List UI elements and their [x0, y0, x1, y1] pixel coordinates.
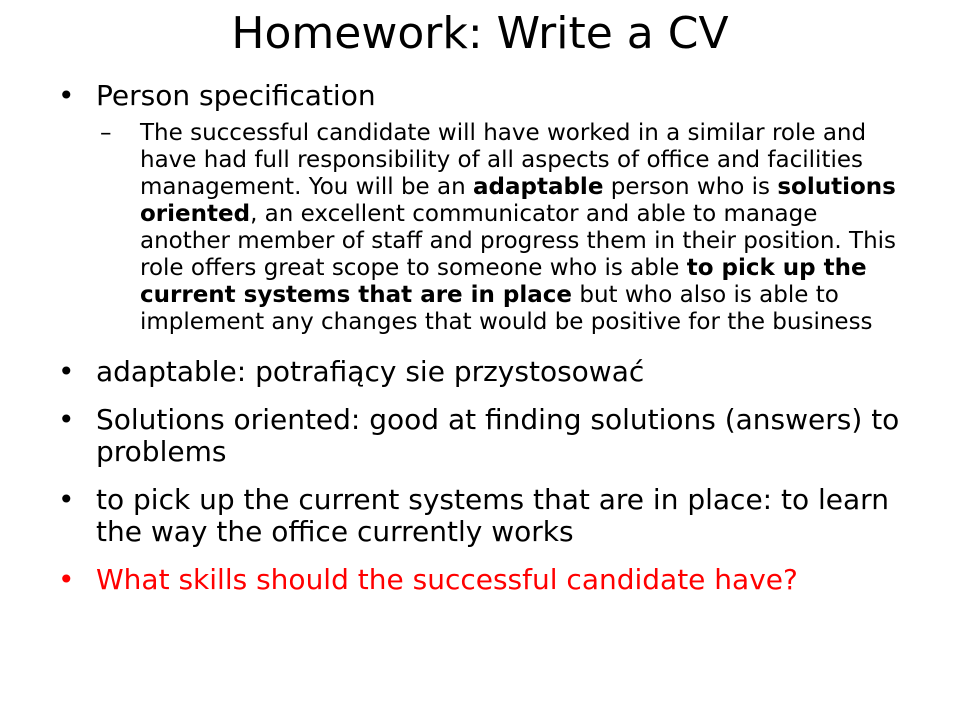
bullet-text: Solutions oriented: good at finding solutions (answers) to problems	[96, 403, 900, 468]
slide-title: Homework: Write a CV	[231, 8, 729, 59]
bullet-text: What skills should the successful candidate have?	[96, 563, 798, 596]
bullet-item	[58, 80, 918, 112]
dash-icon: –	[100, 120, 112, 146]
slide-body	[58, 80, 918, 612]
question-bullet-item	[58, 564, 918, 596]
bullet-text: Person specification	[96, 79, 376, 112]
bullet-item	[58, 404, 918, 468]
bullet-item	[58, 484, 918, 548]
bullet-icon: •	[58, 403, 75, 436]
bullet-icon: •	[58, 483, 75, 516]
bullet-icon: •	[58, 563, 75, 596]
sub-bullet-item	[58, 120, 918, 336]
sub-text: The successful candidate will have worked in a similar role and have had full responsibility of all aspects of office and facilities management. You will be an adaptable person who is solutions oriented, an excellent communicator and able to manage another member of staff and progress them in their position. This role offers great scope to someone who is able to pick up the current systems that are in place but who also is able to implement any changes that would be positive for the business	[140, 120, 897, 335]
bullet-text: to pick up the current systems that are in place: to learn the way the office currently works	[96, 483, 889, 548]
emphasis: solutions oriented	[140, 174, 896, 227]
bullet-icon: •	[58, 79, 75, 112]
emphasis: to pick up the current systems that are in place	[140, 255, 867, 308]
emphasis: adaptable	[472, 174, 604, 200]
bullet-item	[58, 356, 918, 388]
bullet-icon: •	[58, 355, 75, 388]
bullet-text: adaptable: potrafiący sie przystosować	[96, 355, 645, 388]
